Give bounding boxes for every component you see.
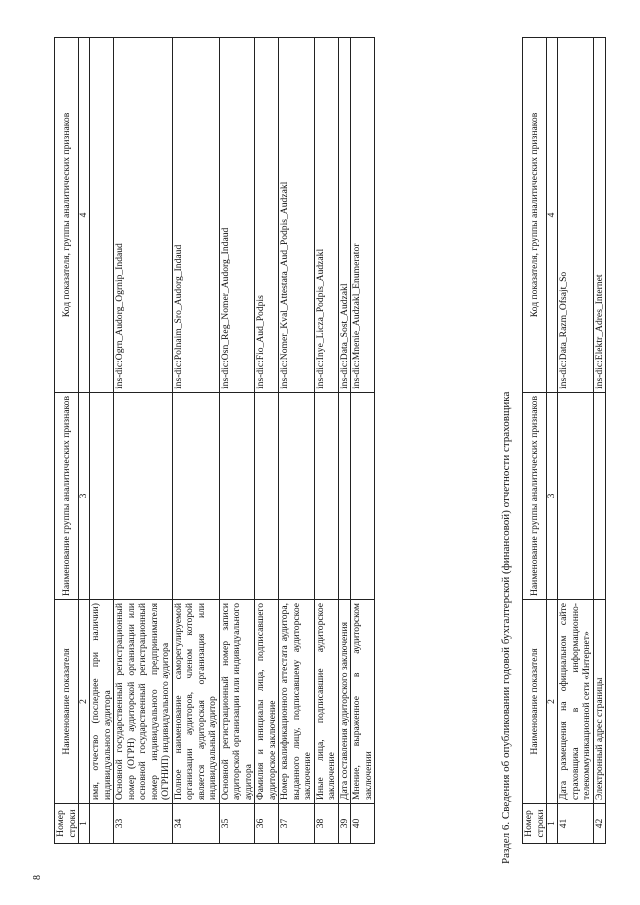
table-row: [279, 38, 315, 844]
indicator-name: имя, отчество (последнее при наличии) индивидуального аудитора: [90, 600, 114, 804]
group-name: [219, 393, 255, 600]
column-number: 4: [79, 38, 90, 393]
indicator-code: ins-dic:Polnaim_Sro_Audorg_Indaud: [172, 38, 219, 393]
indicator-name: Дата размещения на официальном сайте страховщика в информационно-телекоммуникационной сети «Интернет»: [558, 600, 594, 804]
indicators-table: [54, 37, 375, 844]
group-name: [114, 393, 173, 600]
column-number-row: [547, 38, 558, 844]
row-number: 38: [314, 804, 338, 844]
indicator-name: Фамилия и инициалы лица, подписавшего аудиторское заключение: [255, 600, 279, 804]
row-number: 41: [558, 804, 594, 844]
header-group-name: Наименование группы аналитических признаков: [55, 393, 79, 600]
indicator-name: Дата составления аудиторского заключения: [338, 600, 351, 804]
section-6-title: Раздел 6. Сведения об опубликовании годовой бухгалтерской (финансовой) отчетности страховщика: [500, 391, 512, 864]
indicator-name: Электронный адрес страницы: [593, 600, 606, 804]
indicator-name: Полное наименование саморегулируемой организации аудиторов, членом которой является аудиторская организация или индивидуальный аудитор: [172, 600, 219, 804]
table-row: [90, 38, 114, 844]
indicator-code: ins-dic:Data_Razm_Ofsajt_So: [558, 38, 594, 393]
indicator-code: ins-dic:Ogrn_Audorg_Ogrnip_Indaud: [114, 38, 173, 393]
indicator-code: [90, 38, 114, 393]
row-number: 33: [114, 804, 173, 844]
header-code: Код показателя, группы аналитических признаков: [55, 38, 79, 393]
indicator-name: Основной государственный регистрационный номер (ОГРН) аудиторской организации или основной государственный регистрационный номер индивидуального предпринимателя (ОГРНИП) индивидуального аудитора: [114, 600, 173, 804]
header-code: Код показателя, группы аналитических признаков: [523, 38, 547, 393]
header-indicator-name: Наименование показателя: [55, 600, 79, 804]
row-number: 34: [172, 804, 219, 844]
table-row: [338, 38, 351, 844]
header-indicator-name: Наименование показателя: [523, 600, 547, 804]
column-number: 4: [547, 38, 558, 393]
indicator-name: Иные лица, подписавшие аудиторское заключение: [314, 600, 338, 804]
column-number: 2: [547, 600, 558, 804]
group-name: [351, 393, 375, 600]
group-name: [172, 393, 219, 600]
group-name: [255, 393, 279, 600]
row-number: 42: [593, 804, 606, 844]
group-name: [279, 393, 315, 600]
table-row: [593, 38, 606, 844]
table-row: [114, 38, 173, 844]
indicator-code: ins-dic:Inye_Licza_Podpis_Audzakl: [314, 38, 338, 393]
table-row: [219, 38, 255, 844]
column-number: 2: [79, 600, 90, 804]
group-name: [314, 393, 338, 600]
row-number: 37: [279, 804, 315, 844]
column-number-row: [79, 38, 90, 844]
indicator-name: Мнение, выраженное в аудиторском заключении: [351, 600, 375, 804]
table-row: [172, 38, 219, 844]
group-name: [558, 393, 594, 600]
indicator-name: Основной регистрационный номер записи аудиторской организации или индивидуального аудитора: [219, 600, 255, 804]
header-row-number: Номер строки: [523, 804, 547, 844]
indicator-code: ins-dic:Fio_Aud_Podpis: [255, 38, 279, 393]
rotated-page: [30, 22, 610, 882]
table-row: [558, 38, 594, 844]
row-number: 36: [255, 804, 279, 844]
indicator-code: ins-dic:Elektr_Adres_Internet: [593, 38, 606, 393]
group-name: [593, 393, 606, 600]
table-row: [255, 38, 279, 844]
indicator-code: ins-dic:Mnenie_Audzakl_Enumerator: [351, 38, 375, 393]
indicator-name: Номер квалификационного аттестата аудитора, выданного лицу, подписавшему аудиторское заключение: [279, 600, 315, 804]
column-number: 3: [79, 393, 90, 600]
table-header-row: [523, 38, 547, 844]
indicator-code: ins-dic:Nomer_Kval_Attestata_Aud_Podpis_Audzakl: [279, 38, 315, 393]
table-row: [314, 38, 338, 844]
publication-table: [522, 37, 606, 844]
header-row-number: Номер строки: [55, 804, 79, 844]
row-number: 40: [351, 804, 375, 844]
header-group-name: Наименование группы аналитических признаков: [523, 393, 547, 600]
group-name: [338, 393, 351, 600]
page-number: 8: [32, 875, 43, 880]
table-header-row: [55, 38, 79, 844]
indicator-code: ins-dic:Data_Sost_Audzakl: [338, 38, 351, 393]
indicator-code: ins-dic:Osn_Reg_Nomer_Audorg_Indaud: [219, 38, 255, 393]
column-number: 3: [547, 393, 558, 600]
column-number: 1: [547, 804, 558, 844]
row-number: [90, 804, 114, 844]
table-row: [351, 38, 375, 844]
row-number: 35: [219, 804, 255, 844]
column-number: 1: [79, 804, 90, 844]
row-number: 39: [338, 804, 351, 844]
group-name: [90, 393, 114, 600]
